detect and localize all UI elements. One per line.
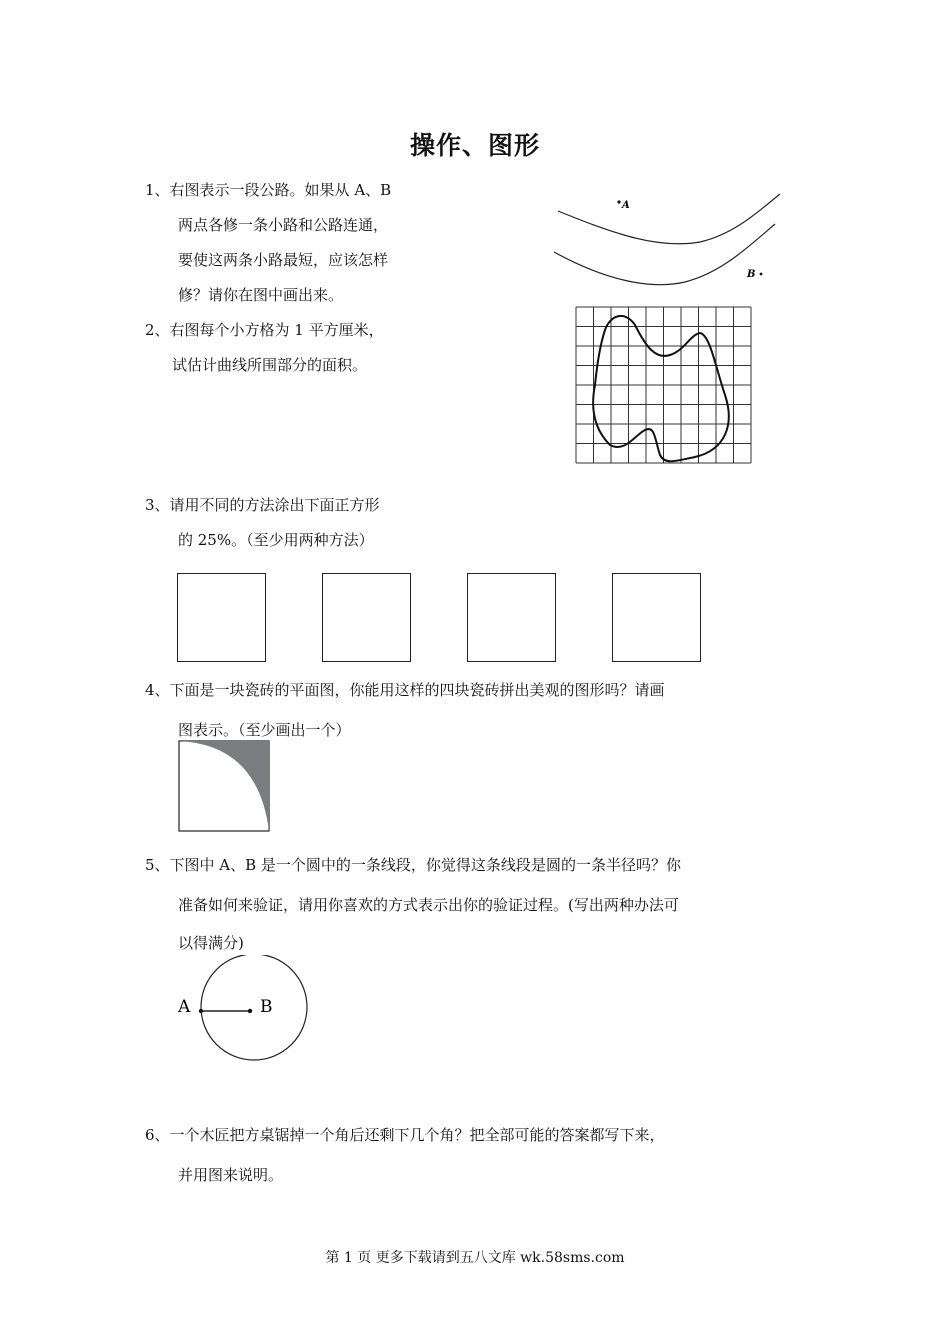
circle-diagram xyxy=(170,955,315,1065)
point-b-dot xyxy=(248,1009,252,1013)
point-b-label: B xyxy=(747,269,756,280)
point-a-dot xyxy=(617,200,620,203)
page-footer: 第 1 页 更多下载请到五八文库 wk.58sms.com xyxy=(325,1250,625,1266)
point-a-label: A xyxy=(622,200,630,211)
question-text-line: 并用图来说明。 xyxy=(178,1166,284,1184)
question-text-line: 2、右图每个小方格为 1 平方厘米， xyxy=(145,321,384,339)
road-edge-lower xyxy=(554,224,775,285)
question-text-line: 1、右图表示一段公路。如果从 A、B xyxy=(145,181,392,199)
blank-square-1[interactable] xyxy=(177,573,266,662)
question-text-line: 修？请你在图中画出来。 xyxy=(178,286,344,304)
blank-square-4[interactable] xyxy=(612,573,701,662)
question-text-line: 准备如何来验证，请用你喜欢的方式表示出你的验证过程。(写出两种办法可 xyxy=(178,896,679,914)
blank-square-3[interactable] xyxy=(467,573,556,662)
grid-diagram xyxy=(575,305,755,465)
question-text-line: 4、下面是一块瓷砖的平面图，你能用这样的四块瓷砖拼出美观的图形吗？请画 xyxy=(145,681,665,699)
road-edge-upper xyxy=(558,194,780,244)
page-title: 操作、图形 xyxy=(409,131,540,160)
question-text-line: 试估计曲线所围部分的面积。 xyxy=(172,356,368,374)
label-a: A xyxy=(178,997,191,1017)
circle-outline xyxy=(201,955,307,1060)
question-text-line: 图表示。（至少画出一个） xyxy=(178,721,351,739)
label-b: B xyxy=(260,997,273,1017)
question-text-line: 的 25%。（至少用两种方法） xyxy=(178,531,374,549)
question-text-line: 要使这两条小路最短，应该怎样 xyxy=(178,251,389,269)
question-text-line: 6、一个木匠把方桌锯掉一个角后还剩下几个角？把全部可能的答案都写下来， xyxy=(145,1126,665,1144)
tile-diagram xyxy=(178,740,270,832)
road-diagram xyxy=(545,180,790,290)
point-b-dot xyxy=(760,273,763,276)
blank-square-2[interactable] xyxy=(322,573,411,662)
irregular-closed-curve xyxy=(593,316,729,461)
question-text-line: 5、下图中 A、B 是一个圆中的一条线段，你觉得这条线段是圆的一条半径吗？你 xyxy=(145,856,681,874)
question-text-line: 以得满分) xyxy=(178,934,244,952)
point-a-dot xyxy=(199,1009,203,1013)
question-text-line: 3、请用不同的方法涂出下面正方形 xyxy=(145,496,380,514)
question-text-line: 两点各修一条小路和公路连通， xyxy=(178,216,389,234)
